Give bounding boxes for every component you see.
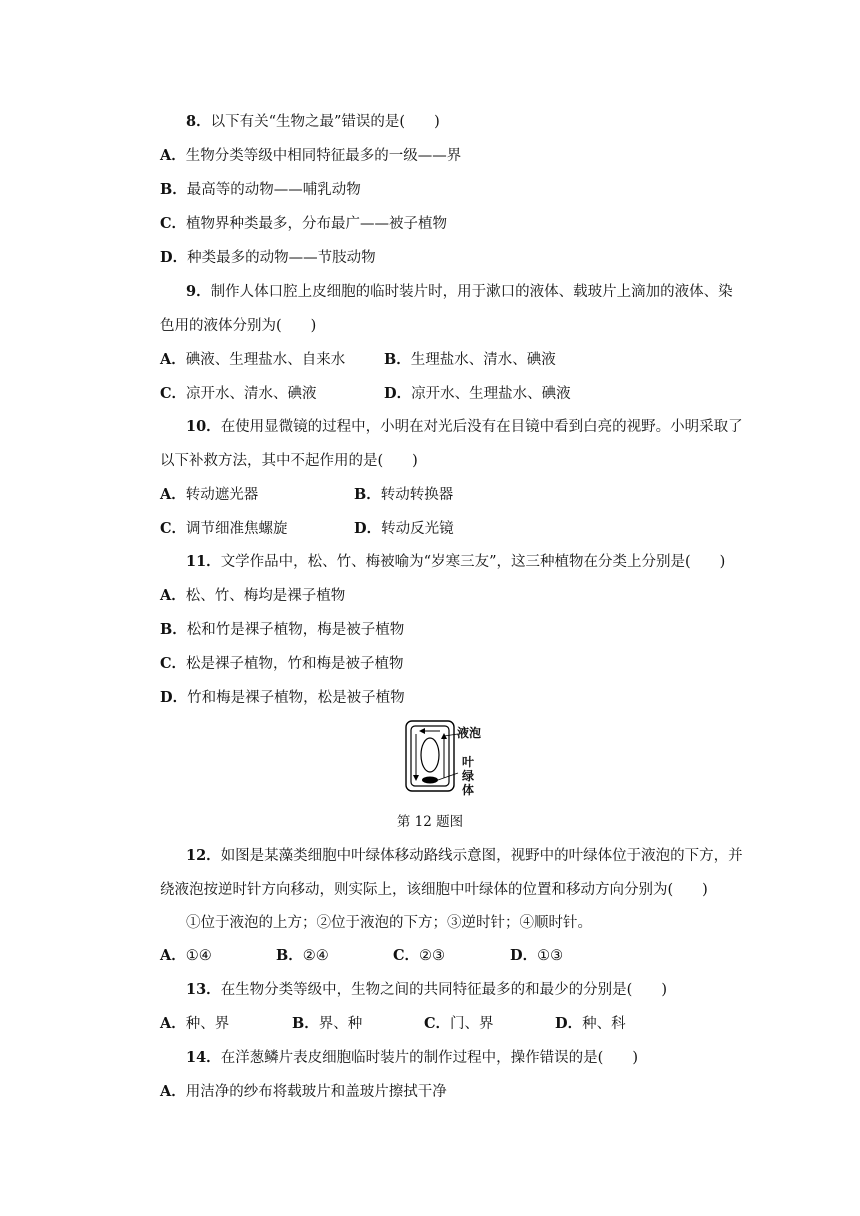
q11-option-c: C．松是裸子植物，竹和梅是被子植物 [160,655,404,672]
q11-stem: 11．文学作品中，松、竹、梅被喻为“岁寒三友”，这三种植物在分类上分别是( ) [186,553,726,570]
q10-option-c: C．调节细准焦螺旋 [160,520,288,537]
q12-option-c: C．②③ [393,947,446,964]
q13-option-a: A．种、界 [160,1015,230,1032]
q8-option-a: A．生物分类等级中相同特征最多的一级——界 [160,147,462,164]
q14-option-a: A．用洁净的纱布将载玻片和盖玻片擦拭干净 [160,1083,447,1100]
cell-diagram [402,718,492,796]
chloroplast-shape [422,777,438,784]
q13-option-b: B．界、种 [292,1015,363,1032]
q8-option-c: C．植物界种类最多，分布最广——被子植物 [160,215,448,232]
q11-option-a: A．松、竹、梅均是裸子植物 [160,587,346,604]
label-vacuole: 液泡 [457,726,482,740]
q12-option-b: B．②④ [276,947,329,964]
label-chloroplast-3: 体 [462,783,475,797]
q14-stem: 14．在洋葱鳞片表皮细胞临时装片的制作过程中，操作错误的是( ) [186,1049,638,1066]
q10-stem-line1: 10．在使用显微镜的过程中，小明在对光后没有在目镜中看到白亮的视野。小明采取了 [186,418,743,435]
q10-stem-line2: 以下补救方法，其中不起作用的是( ) [160,453,418,469]
vacuole-shape [421,738,439,772]
q9-option-c: C．凉开水、清水、碘液 [160,385,317,402]
q11-option-d: D．竹和梅是裸子植物，松是被子植物 [160,689,405,706]
q8-option-b: B．最高等的动物——哺乳动物 [160,181,361,198]
q10-option-a: A．转动遮光器 [160,486,259,503]
q13-stem: 13．在生物分类等级中，生物之间的共同特征最多的和最少的分别是( ) [186,981,667,998]
q12-option-a: A．①④ [160,947,212,964]
q8-stem: 8．以下有关“生物之最”错误的是( ) [186,113,440,130]
q10-option-d: D．转动反光镜 [354,520,454,537]
q13-option-c: C．门、界 [424,1015,494,1032]
q9-stem-line1: 9．制作人体口腔上皮细胞的临时装片时，用于漱口的液体、载玻片上滴加的液体、染 [186,283,733,300]
q12-stem-line1: 12．如图是某藻类细胞中叶绿体移动路线示意图，视野中的叶绿体位于液泡的下方，并 [186,847,743,864]
q9-option-b: B．生理盐水、清水、碘液 [384,351,556,368]
label-chloroplast-2: 绿 [462,769,475,783]
label-chloroplast-1: 叶 [462,755,475,769]
figure-caption: 第 12 题图 [396,814,464,830]
q12-stem-line2: 绕液泡按逆时针方向移动，则实际上，该细胞中叶绿体的位置和移动方向分别为( ) [160,882,708,898]
q13-option-d: D．种、科 [555,1015,626,1032]
q12-items: ①位于液泡的上方；②位于液泡的下方；③逆时针；④顺时针。 [186,915,592,931]
q9-option-a: A．碘液、生理盐水、自来水 [160,351,346,368]
q11-option-b: B．松和竹是裸子植物，梅是被子植物 [160,621,405,638]
q9-stem-line2: 色用的液体分别为( ) [160,318,317,334]
q8-option-d: D．种类最多的动物——节肢动物 [160,249,376,266]
q10-option-b: B．转动转换器 [354,486,454,503]
q9-option-d: D．凉开水、生理盐水、碘液 [384,385,571,402]
q12-option-d: D．①③ [510,947,564,964]
